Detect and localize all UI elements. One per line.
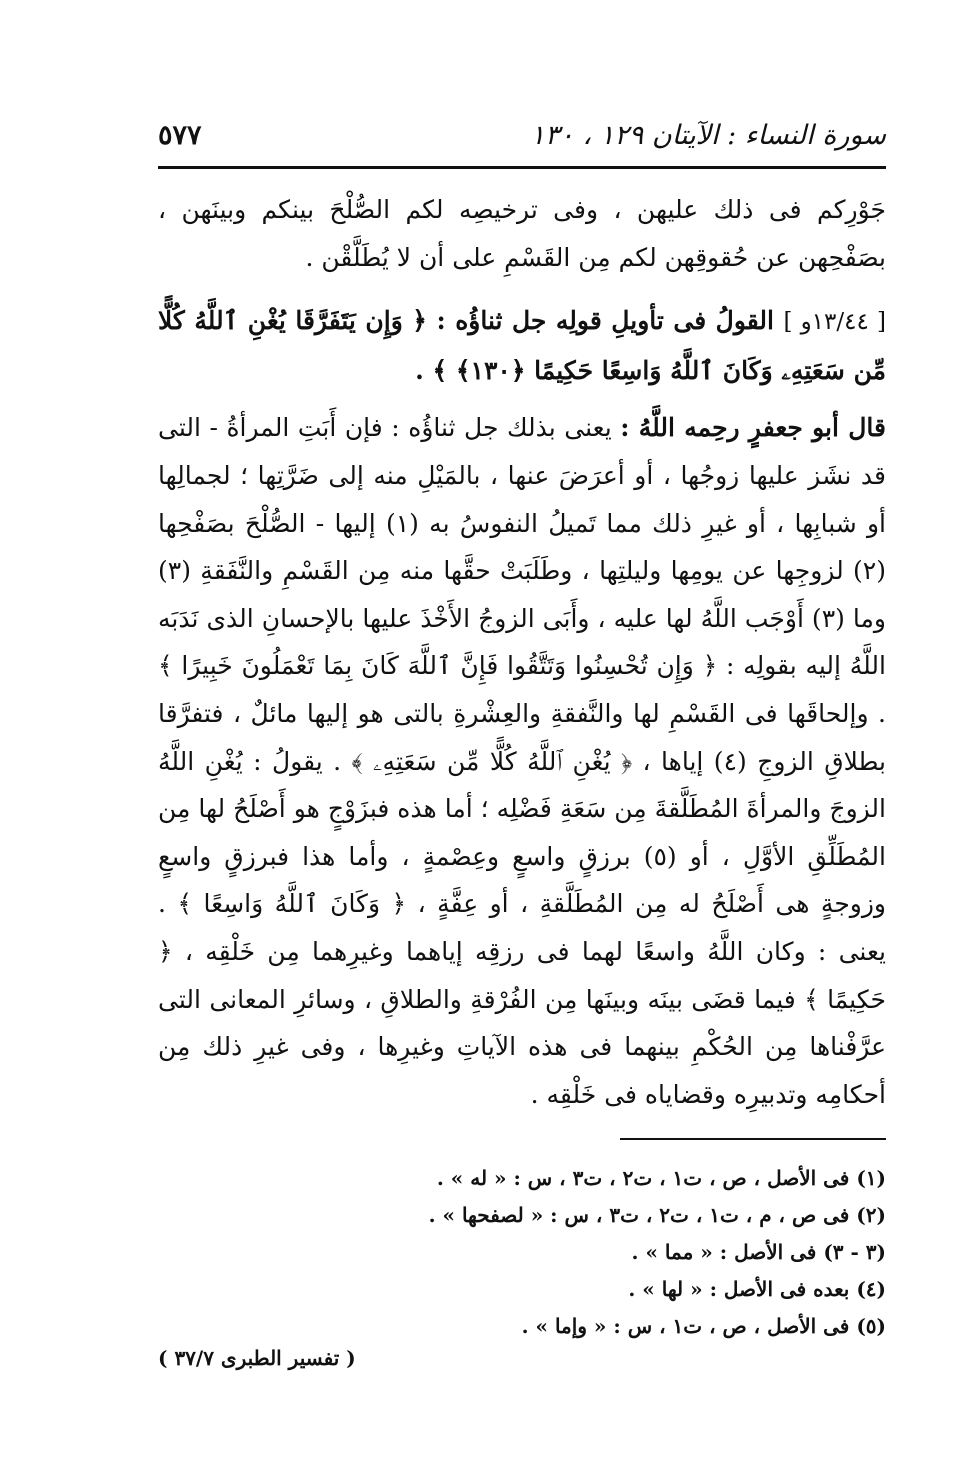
running-title: سورة النساء : الآيتان ١٢٩ ، ١٣٠	[530, 119, 886, 151]
footnotes	[158, 1160, 886, 1345]
footnote-4: (٤) بعده فى الأصل : « لها » .	[628, 1277, 886, 1301]
footnote-3: (٣ - ٣) فى الأصل : « مما » .	[631, 1240, 886, 1264]
paragraph-continuation: جَوْرِكم فى ذلك عليهن ، وفى ترخيصِه لكم الصُّلْحَ بينكم وبينَهن ، بصَفْحِهن عن حُقوقِهن لكم مِن القَسْمِ على أن لا يُطَلَّقْن .	[158, 195, 886, 272]
page-number: ٥٧٧	[158, 119, 202, 151]
section-heading-block	[158, 297, 886, 394]
footnote-2: (٢) فى ص ، م ، ت١ ، ت٢ ، ت٣ ، س : « لصفحها » .	[428, 1203, 886, 1227]
section-heading: القولُ فى تأويلِ قولِه جل ثناؤُه :	[436, 306, 774, 336]
quran-verse: ﴿ وَإِن يَتَفَرَّقَا يُغْنِ ٱللَّهُ كُلًّا مِّن سَعَتِهِۦ وَكَانَ ٱللَّهُ وَاسِعًا حَكِيمًا ﴿١٣٠﴾ ﴾ .	[158, 306, 886, 385]
footnote-5: (٥) فى الأصل ، ص ، ت١ ، س : « وإما » .	[521, 1314, 886, 1338]
body-text	[158, 186, 886, 1118]
paragraph-text: يعنى بذلك جل ثناؤُه : فإن أَبَتِ المرأةُ - التى قد نشَز عليها زوجُها ، أو أعرَضَ عنها ، بالمَيْلِ منه إلى ضَرَّتِها ؛ لجمالِها أو شبابِها ، أو غيرِ ذلك مما تَميلُ النفوسُ به (١) إليها - الصُّلْحَ بصَفْحِها (٢) لزوجِها عن يومِها وليلتِها ، وطَلَبَتْ حقَّها منه مِن القَسْمِ والنَّفَقةِ (٣) وما (٣) أَوْجَب اللَّهُ لها عليه ، وأَبَى الزوجُ الأَخْذَ عليها بالإحسانِ الذى نَدَبَه اللَّهُ إليه بقولِه : ﴿ وَإِن تُحْسِنُوا وَتَتَّقُوا فَإِنَّ ٱللَّهَ كَانَ بِمَا تَعْمَلُونَ خَبِيرًا ﴾ . وإلحاقَها فى القَسْمِ لها والنَّفقةِ والعِشْرةِ بالتى هو إليها مائلٌ ، فتفرَّقا بطلاقِ الزوجِ (٤) إياها ، ﴿ يُغْنِ ٱللَّهُ كُلًّا مِّن سَعَتِهِۦ ﴾ . يقولُ : يُغْنِ اللَّهُ الزوجَ والمرأةَ المُطَلَّقةَ مِن سَعَةِ فَضْلِه ؛ أما هذه فبزَوْجٍ هو أَصْلَحُ لها مِن المُطَلِّقِ الأوَّلِ ، أو (٥) برزقٍ واسعٍ وعِصْمةٍ ، وأما هذا فبرزقٍ واسعٍ وزوجةٍ هى أَصْلَحُ له مِن المُطَلَّقةِ ، أو عِفَّةٍ ، ﴿ وَكَانَ ٱللَّهُ وَاسِعًا ﴾ . يعنى : وكان اللَّهُ واسعًا لهما فى رزقِه إياهما وغيرِهما مِن خَلْقِه ، ﴿ حَكِيمًا ﴾ فيما قضَى بينَه وبينَها مِن الفُرْقةِ والطلاقِ ، وسائرِ المعانى التى عرَّفْناها مِن الحُكْمِ بينهما فى هذه الآياتِ وغيرِها ، وفى غيرِ ذلك مِن أحكامِه وتدبيرِه وقضاياه فى خَلْقِه .	[158, 413, 886, 1109]
manuscript-reference: [ ١٣/٤٤و ]	[783, 309, 886, 336]
page-footer: ( تفسير الطبرى ٣٧/٧ )	[158, 1346, 356, 1370]
header-rule	[158, 166, 886, 169]
page-header	[158, 112, 886, 158]
commentary-paragraph	[158, 404, 886, 1118]
paragraph-lead: قال أبو جعفرٍ رحِمه اللَّهُ :	[620, 413, 886, 443]
footnote-rule	[620, 1138, 886, 1140]
footnote-1: (١) فى الأصل ، ص ، ت١ ، ت٢ ، ت٣ ، س : « له » .	[436, 1166, 886, 1190]
